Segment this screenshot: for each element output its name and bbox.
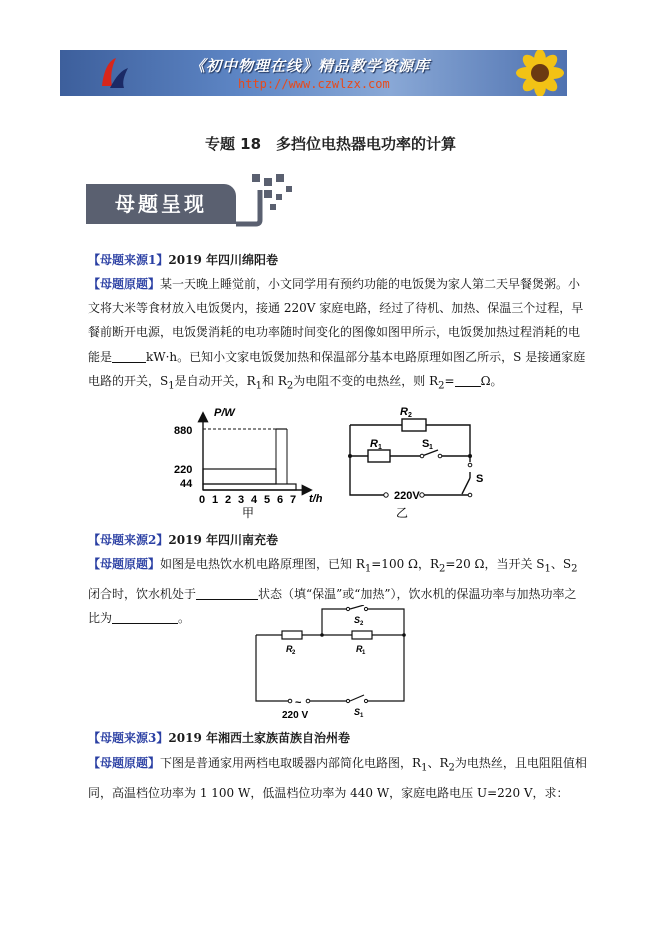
q2-body: 【母题原题】如图是电热饮水机电路原理图，已知 $R_1=100$ Ω，$R_2=20$ Ω，当开关 $S_1$、$S_2$闭合时，饮水机处于 状态（填“保温”或“加热”），饮水机的保温功率与加热功率之比为 。 bbox=[88, 557, 578, 625]
q1-body: 【母题原题】某一天晚上睡觉前，小文同学用有预约功能的电饭煲为家人第二天早餐煲粥。小文将大米等食材放入电饭煲内，接通 220V 家庭电路，经过了待机、加热、保温三个过程，早餐前断开电源，电饭煲消耗的电功率随时间变化的图像如图甲所示，电饭煲加热过程消耗的电能是 kW·h。已知小文家电饭煲加热和保温部分基本电路原理如图乙所示，S 是接通家庭电路的开关，$S_1$是自动开关，$R_1$和 $R_2$为电阻不变的电热丝，则 $R_2= \Omega$。 bbox=[88, 277, 586, 392]
sunflower-icon bbox=[500, 50, 567, 96]
q1-text-unit2: Ω。 bbox=[480, 373, 503, 388]
circuit-voltage-label: 220V bbox=[394, 490, 420, 502]
q3-body: 【母题原题】下图是普通家用两档电取暖器内部简化电路图，$R_1$、$R_2$为电热丝，且电阻阻值相同，高温档位功率为 1 100 W，低温档位功率为 440 W，家庭电路电压 U=220 V，求： bbox=[88, 756, 587, 800]
banner-title: 《初中物理在线》精品教学资源库 bbox=[190, 57, 431, 75]
circuit-r2-label: R bbox=[400, 406, 408, 418]
graph-x-tick: 0 bbox=[199, 494, 206, 506]
header-banner bbox=[60, 50, 567, 96]
section-heading bbox=[86, 172, 302, 228]
topic-title: 专题 18 多挡位电热器电功率的计算 bbox=[204, 135, 457, 153]
svg-text:1: 1 bbox=[378, 444, 382, 451]
graph-x-tick: 5 bbox=[264, 494, 271, 506]
q1-source-label: 【母题来源 bbox=[88, 253, 149, 267]
q1-text-unit1: kW·h。已知小文家电饭煲加热和保温部分基本电路原理如图乙所示，S 是接通家庭电路的开关，S bbox=[88, 349, 586, 388]
graph-y-tick: 220 bbox=[174, 464, 193, 476]
q2-blank-ratio[interactable] bbox=[112, 609, 178, 624]
q1-text-5: = bbox=[444, 373, 455, 388]
svg-text:1: 1 bbox=[429, 444, 433, 451]
svg-text:2: 2 bbox=[360, 621, 364, 627]
graph-x-tick: 4 bbox=[251, 494, 258, 506]
circuit-s-label: S bbox=[476, 473, 484, 485]
q3-source: 【母题来源3】2019 年湘西土家族苗族自治州卷 bbox=[88, 731, 350, 745]
graph-x-axis-label: t/h bbox=[309, 493, 323, 505]
q1-source: 【母题来源1】2019 年四川绵阳卷 bbox=[88, 253, 278, 267]
q2-blank-state[interactable] bbox=[196, 585, 258, 600]
graph-caption: 甲 bbox=[242, 506, 255, 520]
graph-x-tick: 1 bbox=[212, 494, 219, 506]
graph-x-tick: 6 bbox=[277, 494, 284, 506]
q1-text-2: 是自动开关，R bbox=[174, 373, 256, 388]
q2-source-text: 2019 年四川南充卷 bbox=[168, 533, 278, 547]
svg-text:2: 2 bbox=[292, 650, 296, 656]
section-heading-text: 母题呈现 bbox=[115, 192, 207, 216]
q2-circuit-diagram bbox=[250, 605, 415, 725]
q2-source: 【母题来源2】2019 年四川南充卷 bbox=[88, 533, 278, 547]
circuit-s1-label: S bbox=[422, 438, 430, 450]
q2-source-num: 2 bbox=[148, 533, 157, 547]
pixel-decoration-icon bbox=[234, 172, 302, 228]
circuit-caption: 乙 bbox=[396, 506, 409, 520]
site-logo-icon bbox=[94, 54, 132, 92]
q3-source-text: 2019 年湘西土家族苗族自治州卷 bbox=[168, 731, 350, 745]
q1-text-3: 和 R bbox=[262, 373, 287, 388]
q1-source-num: 1 bbox=[148, 253, 157, 267]
ac-source-icon: ~ bbox=[295, 697, 302, 709]
graph-y-tick: 880 bbox=[174, 425, 193, 437]
graph-y-tick: 44 bbox=[180, 478, 193, 490]
q2-s2-label: S bbox=[354, 615, 361, 625]
q1-text-1: 某一天晚上睡觉前，小文同学用有预约功能的电饭煲为家人第二天早餐煲粥。小文将大米等食材放入电饭煲内，接通 220V 家庭电路，经过了待机、加热、保温三个过程，早餐前断开电源，电饭煲消耗的电功率随时间变化的图像如图甲所示，电饭煲加热过程消耗的电能是 bbox=[88, 277, 584, 364]
q3-source-num: 3 bbox=[148, 731, 157, 745]
graph-x-ticks bbox=[199, 494, 296, 506]
q1-text-4: 为电阻不变的电热丝，则 R bbox=[293, 373, 439, 388]
q1-blank-r2[interactable] bbox=[455, 372, 481, 387]
svg-text:1: 1 bbox=[360, 713, 364, 719]
q1-source-text: 2019 年四川绵阳卷 bbox=[168, 253, 278, 267]
graph-x-tick: 7 bbox=[290, 494, 297, 506]
graph-x-tick: 2 bbox=[225, 494, 232, 506]
q2-voltage-label: 220 V bbox=[282, 710, 309, 721]
q2-s1-label: S bbox=[354, 707, 361, 717]
q2-r1-label: R bbox=[356, 644, 363, 654]
graph-x-tick: 3 bbox=[238, 494, 245, 506]
circuit-r1-label: R bbox=[370, 438, 378, 450]
q1-circuit-diagram bbox=[340, 402, 490, 522]
svg-text:2: 2 bbox=[408, 412, 412, 419]
svg-text:1: 1 bbox=[362, 650, 366, 656]
q1-blank-energy[interactable] bbox=[112, 348, 146, 363]
q2-r2-label: R bbox=[286, 644, 293, 654]
q1-original-label: 【母题原题】 bbox=[88, 277, 161, 291]
q1-power-time-graph bbox=[170, 402, 340, 522]
graph-y-axis-label: P/W bbox=[214, 407, 235, 419]
banner-url[interactable]: http://www.czwlzx.com bbox=[238, 77, 390, 91]
